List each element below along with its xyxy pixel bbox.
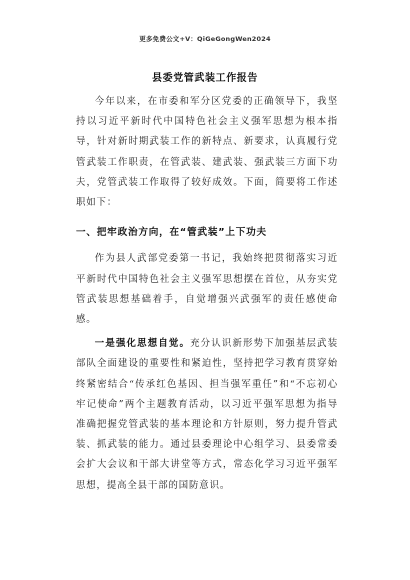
point-1-text: 充分认识新形势下加强基层武装部队全面建设的重要性和紧迫性，坚持把学习教育贯穿始终紧密结合“传承红色基因、担当强军重任”和“不忘初心牢记使命”两个主题教育活动，以习近平强军思想为指导准确把握党管武装的基本理论和方针原则，努力提升管武装、抓武装的能力。通过县委理论中心组学习、县委常委会扩大会议和干部大讲堂等方式，常态化学习习近平强军思想，提高全县干部的国防意识。 [76,338,338,491]
section-1-paragraph: 作为县人武部党委第一书记，我始终把贯彻落实习近平新时代中国特色社会主义强军思想摆在首位，从夯实党管武装思想基础着手，自觉增强兴武强军的责任感使命感。 [76,253,338,326]
document-body [76,92,338,496]
point-1-lead: 一是强化思想自觉。 [94,338,191,350]
intro-paragraph: 今年以来，在市委和军分区党委的正确领导下，我坚持以习近平新时代中国特色社会主义强军思想为根本指导，针对新时期武装工作的新特点、新要求，认真履行党管武装工作职责，在管武装、建武装、强武装三方面下功夫，党管武装工作取得了较好成效。下面，简要将工作述职如下： [76,96,338,209]
section-heading-1: 一、把牢政治方向，在“管武装”上下功夫 [76,227,267,239]
point-1-paragraph [76,334,338,496]
header-note: 更多免费公文+V：QiGeGongWen2024 [139,35,271,43]
page-title: 县委党管武装工作报告 [152,73,258,84]
